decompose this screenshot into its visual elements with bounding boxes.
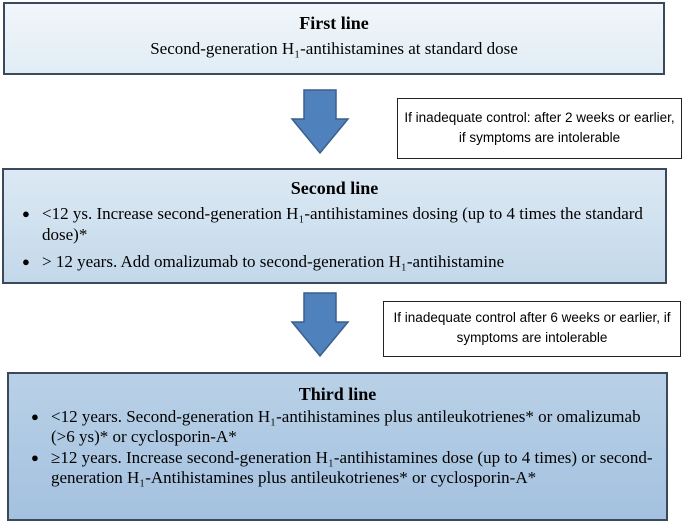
list-item: ● <12 years. Second-generation H₁-antihistamines plus antileukotrienes* or omalizumab (>6 ys)* or cyclosporin-A*	[51, 407, 666, 447]
second-line-list	[4, 203, 665, 272]
second-line-title: Second line	[290, 178, 379, 198]
first-line-text: Second-generation H₁-antihistamines at standard dose	[150, 39, 518, 58]
list-item: ● ≥12 years. Increase second-generation H₁-antihistamines dose (up to 4 times) or second-generation H₁-Antihistamines plus antileukotrienes* or cyclosporin-A*	[51, 448, 666, 488]
third-line-title: Third line	[298, 384, 377, 404]
down-arrow-icon	[290, 292, 350, 358]
transition-note-2: If inadequate control after 6 weeks or earlier, if symptoms are intolerable	[383, 301, 681, 357]
first-line-title: First line	[299, 13, 369, 33]
third-line-box	[7, 372, 668, 521]
second-line-box	[2, 168, 667, 284]
list-item: ● > 12 years. Add omalizumab to second-generation H₁-antihistamine	[42, 251, 665, 272]
first-line-box	[3, 2, 665, 75]
transition-note-1: If inadequate control: after 2 weeks or earlier, if symptoms are intolerable	[397, 98, 682, 159]
down-arrow-icon	[290, 89, 350, 155]
third-line-list	[9, 407, 666, 488]
list-item: ● <12 ys. Increase second-generation H₁-antihistamines dosing (up to 4 times the standard dose)*	[42, 203, 665, 245]
